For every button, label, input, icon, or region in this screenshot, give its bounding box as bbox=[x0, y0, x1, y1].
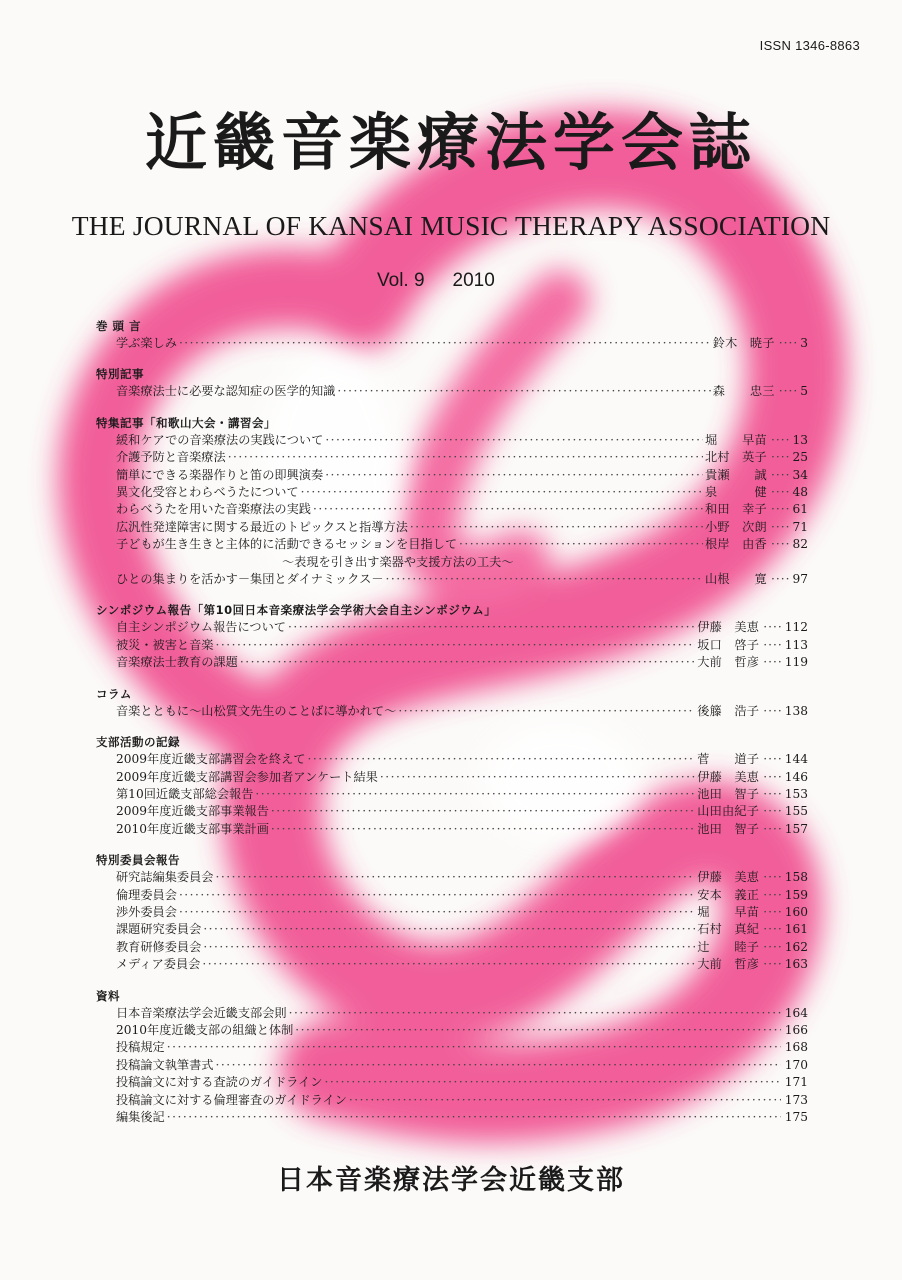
entry-title: 倫理委員会 bbox=[116, 887, 177, 902]
leader-dots bbox=[271, 803, 695, 820]
entry-title: 第10回近畿支部総会報告 bbox=[116, 786, 254, 801]
entry-page: ···· 13 bbox=[771, 432, 808, 449]
entry-author: 池田 智子 bbox=[697, 786, 760, 801]
entry-page: 170 bbox=[784, 1057, 808, 1072]
volume-year: 2010 bbox=[452, 270, 495, 291]
toc-entry bbox=[96, 956, 808, 973]
entry-page: 164 bbox=[784, 1005, 808, 1020]
entry-page: ···· 3 bbox=[779, 335, 808, 352]
leader-dots bbox=[307, 751, 695, 768]
entry-title: わらべうたを用いた音楽療法の実践 bbox=[116, 502, 311, 517]
toc-entry bbox=[96, 921, 808, 938]
entry-title: 簡単にできる楽器作りと笛の即興演奏 bbox=[116, 467, 324, 482]
entry-title: 投稿論文に対する査読のガイドライン bbox=[116, 1075, 323, 1090]
entry-title: 緩和ケアでの音楽療法の実践について bbox=[116, 432, 324, 447]
entry-page: ···· 112 bbox=[763, 619, 808, 636]
entry-page: ···· 119 bbox=[763, 654, 808, 671]
leader-dots bbox=[289, 1005, 781, 1022]
toc-section bbox=[96, 602, 808, 671]
entry-page: ···· 34 bbox=[771, 467, 808, 484]
toc-section bbox=[96, 686, 808, 720]
entry-title: 2010年度近畿支部事業計画 bbox=[116, 821, 269, 836]
entry-title: 音楽とともに～山松質文先生のことばに導かれて～ bbox=[116, 703, 397, 718]
entry-page: ···· 25 bbox=[771, 449, 808, 466]
toc-section bbox=[96, 852, 808, 973]
entry-title: 2010年度近畿支部の組織と体制 bbox=[116, 1022, 294, 1037]
entry-title: 投稿規定 bbox=[116, 1040, 165, 1055]
entry-page: 168 bbox=[784, 1040, 808, 1055]
toc-entry bbox=[96, 939, 808, 956]
entry-page: 166 bbox=[784, 1022, 808, 1037]
entry-page: ···· 71 bbox=[771, 519, 808, 536]
entry-title: 渉外委員会 bbox=[116, 904, 177, 919]
toc-entry bbox=[96, 1022, 808, 1039]
section-heading: シンポジウム報告「第10回日本音楽療法学会学術大会自主シンポジウム」 bbox=[96, 603, 497, 618]
entry-page: ···· 61 bbox=[771, 501, 808, 518]
leader-dots bbox=[240, 654, 695, 671]
section-heading: 支部活動の記録 bbox=[96, 735, 180, 750]
entry-page: ···· 163 bbox=[763, 956, 808, 973]
entry-author: 伊藤 美恵 bbox=[697, 620, 760, 635]
entry-author: 森 忠三 bbox=[712, 384, 775, 399]
toc-entry bbox=[96, 467, 808, 484]
leader-dots bbox=[325, 432, 703, 449]
entry-author: 根岸 由香 bbox=[704, 537, 767, 552]
leader-dots bbox=[295, 1022, 780, 1039]
entry-title: 子どもが生き生きと主体的に活動できるセッションを目指して bbox=[116, 537, 458, 552]
toc-entry bbox=[96, 536, 808, 553]
leader-dots bbox=[380, 769, 695, 786]
leader-dots bbox=[179, 904, 695, 921]
leader-dots bbox=[203, 939, 695, 956]
toc-section bbox=[96, 318, 808, 352]
volume-number: Vol. 9 bbox=[377, 270, 425, 291]
entry-author: 泉 健 bbox=[704, 485, 767, 500]
entry-author: 石村 真紀 bbox=[697, 922, 760, 937]
entry-author: 堀 早苗 bbox=[704, 432, 767, 447]
entry-page: ···· 113 bbox=[763, 637, 808, 654]
toc-entry bbox=[96, 869, 808, 886]
leader-dots bbox=[410, 519, 703, 536]
entry-page: ···· 158 bbox=[763, 869, 808, 886]
entry-title: 音楽療法士に必要な認知症の医学的知識 bbox=[116, 384, 336, 399]
leader-dots bbox=[255, 786, 695, 803]
section-heading: 特別記事 bbox=[96, 367, 144, 382]
entry-author: 池田 智子 bbox=[697, 821, 760, 836]
entry-author: 北村 英子 bbox=[704, 450, 767, 465]
leader-dots bbox=[228, 449, 703, 466]
section-heading: 巻 頭 言 bbox=[96, 319, 142, 333]
section-heading: コラム bbox=[96, 686, 132, 701]
entry-author: 大前 哲彦 bbox=[697, 957, 760, 972]
section-heading: 資料 bbox=[96, 988, 120, 1003]
leader-dots bbox=[337, 383, 710, 400]
leader-dots bbox=[167, 1109, 781, 1126]
entry-author: 坂口 啓子 bbox=[697, 637, 760, 652]
entry-author: 大前 哲彦 bbox=[697, 655, 760, 670]
toc-entry bbox=[96, 1039, 808, 1056]
toc-entry bbox=[96, 383, 808, 400]
leader-dots bbox=[179, 887, 695, 904]
entry-title: メディア委員会 bbox=[116, 957, 201, 972]
entry-author: 安本 義正 bbox=[697, 887, 760, 902]
entry-title: 自主シンポジウム報告について bbox=[116, 620, 286, 635]
entry-title: 課題研究委員会 bbox=[116, 922, 202, 937]
leader-dots bbox=[288, 619, 695, 636]
entry-title: 投稿論文執筆書式 bbox=[116, 1057, 214, 1072]
toc-entry bbox=[96, 904, 808, 921]
section-heading: 特集記事「和歌山大会・講習会」 bbox=[96, 415, 276, 430]
leader-dots bbox=[179, 335, 711, 352]
entry-title: 2009年度近畿支部講習会を終えて bbox=[116, 752, 306, 767]
toc-entry bbox=[96, 571, 808, 588]
entry-author: 伊藤 美恵 bbox=[697, 769, 760, 784]
leader-dots bbox=[398, 703, 695, 720]
volume-line bbox=[377, 270, 495, 292]
entry-page: ···· 82 bbox=[771, 536, 808, 553]
toc-entry bbox=[96, 1092, 808, 1109]
toc-entry bbox=[96, 703, 808, 720]
entry-page: ···· 160 bbox=[763, 904, 808, 921]
entry-title: 教育研修委員会 bbox=[116, 939, 202, 954]
toc-entry bbox=[96, 654, 808, 671]
entry-page: ···· 144 bbox=[763, 751, 808, 768]
leader-dots bbox=[301, 484, 703, 501]
entry-title: ひとの集まりを活かす－集団とダイナミックス－ bbox=[116, 572, 384, 587]
toc-entry bbox=[96, 1005, 808, 1022]
toc-entry bbox=[96, 1109, 808, 1126]
leader-dots bbox=[271, 821, 695, 838]
toc-entry bbox=[96, 786, 808, 803]
toc-entry bbox=[96, 335, 808, 352]
entry-page: ···· 157 bbox=[763, 821, 808, 838]
toc-entry bbox=[96, 432, 808, 449]
entry-page: ···· 48 bbox=[771, 484, 808, 501]
leader-dots bbox=[202, 956, 695, 973]
toc-entry bbox=[96, 619, 808, 636]
entry-author: 小野 次朗 bbox=[704, 519, 767, 534]
entry-subtitle: ～表現を引き出す楽器や支援方法の工夫～ bbox=[282, 554, 514, 569]
section-heading: 特別委員会報告 bbox=[96, 853, 180, 868]
issn-number: ISSN 1346-8863 bbox=[759, 38, 860, 53]
entry-page: ···· 97 bbox=[771, 571, 808, 588]
entry-title: 2009年度近畿支部講習会参加者アンケート結果 bbox=[116, 769, 378, 784]
entry-page: 175 bbox=[784, 1110, 808, 1124]
toc-section bbox=[96, 366, 808, 400]
toc-entry bbox=[96, 449, 808, 466]
toc-entry bbox=[96, 501, 808, 518]
toc-section bbox=[96, 415, 808, 589]
entry-page: ···· 161 bbox=[763, 921, 808, 938]
entry-author: 貴瀬 誠 bbox=[704, 467, 767, 482]
journal-title-english: THE JOURNAL OF KANSAI MUSIC THERAPY ASSOCIATION bbox=[71, 210, 831, 241]
entry-title: 編集後記 bbox=[116, 1110, 165, 1124]
toc-entry bbox=[96, 519, 808, 536]
toc-entry bbox=[96, 803, 808, 820]
entry-page: 171 bbox=[784, 1075, 808, 1090]
entry-page: ···· 138 bbox=[763, 703, 808, 720]
leader-dots bbox=[216, 637, 696, 654]
entry-title: 学ぶ楽しみ bbox=[116, 336, 177, 350]
entry-title: 投稿論文に対する倫理審査のガイドライン bbox=[116, 1092, 347, 1107]
leader-dots bbox=[349, 1092, 781, 1109]
leader-dots bbox=[313, 501, 703, 518]
leader-dots bbox=[216, 869, 696, 886]
entry-author: 伊藤 美恵 bbox=[697, 870, 760, 885]
toc-entry bbox=[96, 887, 808, 904]
toc-entry bbox=[96, 1074, 808, 1091]
entry-title: 介護予防と音楽療法 bbox=[116, 450, 226, 465]
toc-section bbox=[96, 734, 808, 838]
entry-author: 山根 寛 bbox=[704, 572, 767, 587]
leader-dots bbox=[325, 467, 703, 484]
entry-author: 菅 道子 bbox=[697, 752, 760, 767]
leader-dots bbox=[167, 1039, 781, 1056]
entry-title: 異文化受容とわらべうたについて bbox=[116, 485, 299, 500]
entry-author: 鈴木 暁子 bbox=[712, 336, 775, 350]
entry-page: ···· 5 bbox=[779, 383, 808, 400]
toc-entry bbox=[96, 769, 808, 786]
entry-page: ···· 162 bbox=[763, 939, 808, 956]
entry-page: ···· 159 bbox=[763, 887, 808, 904]
table-of-contents bbox=[96, 318, 808, 1140]
leader-dots bbox=[203, 921, 695, 938]
entry-title: 広汎性発達障害に関する最近のトピックスと指導方法 bbox=[116, 519, 408, 534]
entry-page: ···· 155 bbox=[763, 803, 808, 820]
toc-entry bbox=[96, 821, 808, 838]
leader-dots bbox=[216, 1057, 781, 1074]
leader-dots bbox=[324, 1074, 780, 1091]
entry-title: 被災・被害と音楽 bbox=[116, 637, 214, 652]
journal-title-japanese: 近畿音楽療法学会誌 bbox=[144, 106, 757, 179]
leader-dots bbox=[386, 571, 703, 588]
entry-page: ···· 153 bbox=[763, 786, 808, 803]
entry-page: 173 bbox=[784, 1092, 808, 1107]
toc-entry bbox=[96, 1057, 808, 1074]
publisher-name: 日本音楽療法学会近畿支部 bbox=[277, 1165, 625, 1196]
toc-entry bbox=[96, 484, 808, 501]
toc-entry bbox=[96, 637, 808, 654]
entry-author: 和田 幸子 bbox=[704, 502, 767, 517]
entry-author: 山田由紀子 bbox=[697, 804, 760, 819]
entry-title: 音楽療法士教育の課題 bbox=[116, 655, 238, 670]
entry-page: ···· 146 bbox=[763, 769, 808, 786]
toc-section bbox=[96, 988, 808, 1127]
toc-entry bbox=[96, 751, 808, 768]
entry-title: 研究誌編集委員会 bbox=[116, 870, 214, 885]
entry-title: 2009年度近畿支部事業報告 bbox=[116, 804, 269, 819]
leader-dots bbox=[459, 536, 703, 553]
entry-author: 後籐 浩子 bbox=[697, 703, 760, 718]
entry-author: 堀 早苗 bbox=[697, 904, 760, 919]
entry-title: 日本音楽療法学会近畿支部会則 bbox=[116, 1005, 287, 1020]
entry-author: 辻 睦子 bbox=[697, 939, 760, 954]
